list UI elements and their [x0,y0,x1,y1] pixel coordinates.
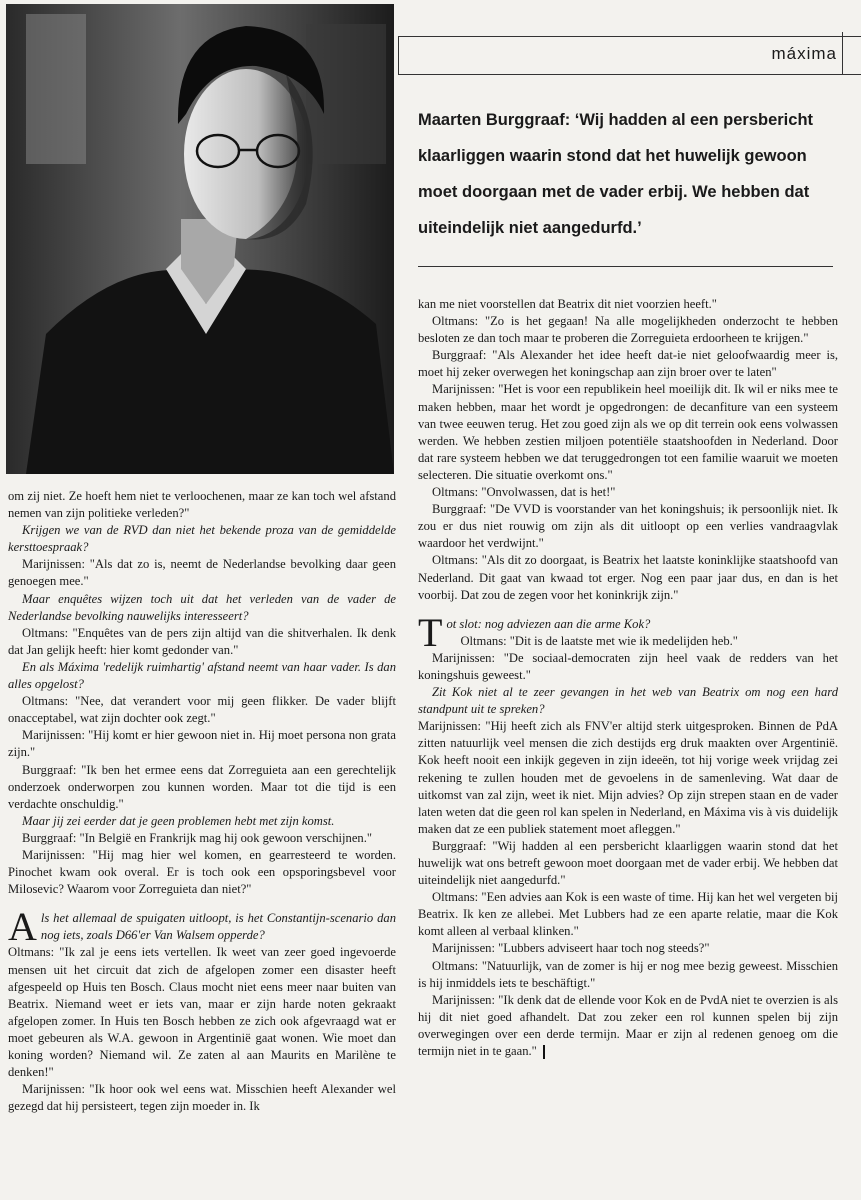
article-paragraph: Oltmans: "Enquêtes van de pers zijn altijd van die shitverhalen. Ik denk dat Jan gelijk heeft: hier komt gedonder van." [8,625,396,657]
header-divider-right [842,32,843,74]
section-header [398,36,861,75]
question-paragraph: Tot slot: nog adviezen aan die arme Kok? [418,609,651,655]
article-paragraph: om zij niet. Ze hoeft hem niet te verloochenen, maar ze kan toch wel afstand nemen van zijn politieke verleden?" [8,489,396,521]
article-paragraph: Oltmans: "Een advies aan Kok is een waste of time. Hij kan het wel vergeten bij Beatrix. Ik ken ze allebei. Met Lubbers had ze een aparte relatie, maar die Kok komt alleen al verbaal klinken." [418,890,838,939]
article-column-left [8,488,396,1115]
article-paragraph: Marijnissen: "Als dat zo is, neemt de Nederlandse bevolking daar geen genoegen mee." [8,557,396,589]
question-paragraph: En als Máxima 'redelijk ruimhartig' afstand neemt van haar vader. Is dan alles opgelost? [8,659,396,692]
article-paragraph: Marijnissen: "Ik hoor ook wel eens wat. Misschien heeft Alexander wel gezegd dat hij persisteert, tegen zijn moeder in. Ik [8,1082,396,1114]
article-paragraph: Marijnissen: "Hij heeft zich als FNV'er altijd sterk uitgesproken. Binnen de PdA zitten natuurlijk veel mensen die zich destijds erg druk maakten over Argentinië. Kok heeft nooit een inkijk gegeven in zijn ideeën, tot hij vorige week vrijdag zei rekening te zullen houden met de gevoelens in de samenleving. Wat daar de uitkomst van zal zijn, weet ik niet. Mijn advies? Op zijn strepen staan en de vader laten weten dat die geen rol kan spelen in Nederland, en Máxima vis à vis duidelijk maken dat ze een publiek statement moet afleggen." [418,719,838,836]
article-paragraph: Marijnissen: "Het is voor een republikein heel moeilijk dit. Ik wil er niks mee te maken hebben, maar het wordt je opgedrongen: de decanfiture van een systeem van twee eeuwen terug. Het zou goed zijn als we op dit terrein ook eens volwassen werden. We hebben zestien miljoen potentiële staatshoofden in Nederland. Door dat rare systeem hebben we dat teruggedrongen tot een familie waaruit we moeten selecteren. Die situatie overkomt ons." [418,382,838,482]
header-divider [398,36,399,74]
article-column-right [418,296,838,1060]
end-mark [543,1045,545,1059]
article-paragraph: Burggraaf: "Als Alexander het idee heeft dat-ie niet geloofwaardig meer is, moet hij zeker overwegen het koningschap aan zijn broer over te laten" [418,348,838,380]
article-paragraph: Oltmans: "Nee, dat verandert voor mij geen flikker. De vader blijft onacceptabel, wat zijn dochter ook zegt." [8,694,396,726]
article-paragraph: Oltmans: "Dit is de laatste met wie ik medelijden heb." [460,633,738,648]
question-paragraph: Maar enquêtes wijzen toch uit dat het verleden van de vader de Nederlandse bevolking nauwelijks interesseert? [8,591,396,623]
question-paragraph: Zit Kok niet al te zeer gevangen in het web van Beatrix om nog een hard standpunt uit te spreken? [418,685,838,717]
article-paragraph: Oltmans: "Ik zal je eens iets vertellen. Ik weet van zeer goed ingevoerde mensen uit het circuit dat zich de afgelopen zomer een disaster heeft afgespeeld op Huis ten Bosch. Claus mocht niet eens meer naar buiten van Beatrix. Niemand weet er iets van, maar er zijn harde noten gekraakt afgelopen zomer. In Huis ten Bosch hebben ze zich ook afgevraagd wat er moet gebeuren als W.A. gewoon in Argentinië gaat wonen. Wie moet dan koning worden? Niemand wil. Ze zaten al aan Maurits en Marilène te denken!" [8,945,396,1080]
pull-quote-rule [418,266,833,267]
article-paragraph: Oltmans: "Zo is het gegaan! Na alle mogelijkheden onderzocht te hebben besloten ze dan toch maar te proberen die Zorreguieta erdoorheen te krijgen." [418,314,838,346]
article-paragraph: Burggraaf: "Wij hadden al een persbericht klaarliggen waarin stond dat het huwelijk wat ons betreft gewoon moet doorgaan met de vader erbij. We hebben dat uiteindelijk niet aangedurfd." [418,838,838,888]
article-paragraph: Burggraaf: "In België en Frankrijk mag hij ook gewoon verschijnen." [22,830,372,845]
portrait-illustration [6,4,394,474]
question-paragraph: Krijgen we van de RVD dan niet het bekende proza van de gemiddelde kersttoespraak? [8,523,396,555]
pull-quote: Maarten Burggraaf: ‘Wij hadden al een persbericht klaarliggen waarin stond dat het huwelijk gewoon moet doorgaan met de vader erbij. We hebben dat uiteindelijk niet aangedurfd.’ [418,111,814,237]
article-paragraph: Marijnissen: "Ik denk dat de ellende voor Kok en de PvdA niet te overzien is als hij dit niet goed afhandelt. Dat zou zeker een rol kunnen spelen bij zijn overwegingen over een derde termijn. Maar er zijn al redenen genoeg om die termijn niet in te gaan." [418,992,838,1059]
article-paragraph: Oltmans: "Onvolwassen, dat is het!" [432,485,616,500]
article-paragraph: Marijnissen: "De sociaal-democraten zijn heel vaak de redders van het koningshuis geweest." [418,650,838,682]
article-paragraph: Burggraaf: "Ik ben het ermee eens dat Zorreguieta aan een gerechtelijk onderzoek onderworpen zou kunnen worden. Maar tot die tijd is een verdachte onschuldig." [8,762,396,811]
section-label: máxima [771,44,837,63]
article-paragraph: Oltmans: "Natuurlijk, van de zomer is hij er nog mee bezig geweest. Misschien is hij inmiddels iets te beschäftigt." [418,958,838,990]
article-paragraph: Marijnissen: "Lubbers adviseert haar toch nog steeds?" [432,941,710,956]
article-paragraph: Marijnissen: "Hij komt er hier gewoon niet in. Hij moet persona non grata zijn." [8,728,396,760]
article-paragraph: Marijnissen: "Hij mag hier wel komen, en gearresteerd te worden. Pinochet kwam ook overal. Er is toch ook een opsporingsbevel voor Milosevic? Waarom voor Zorreguieta dan niet?" [8,847,396,897]
question-paragraph: Als het allemaal de spuigaten uitloopt, is het Constantijn-scenario dan nog iets, zoals D66'er Van Walsem opperde? [8,904,396,950]
question-paragraph: Maar jij zei eerder dat je geen problemen hebt met zijn komst. [22,813,335,828]
article-paragraph: Burggraaf: "De VVD is voorstander van het koningshuis; ik persoonlijk niet. Ik zou er dus niet rouwig om zijn als dit uitloopt op een verlies vandraagvlak waardoor het verdwijnt." [418,502,838,551]
article-paragraph: Oltmans: "Als dit zo doorgaat, is Beatrix het laatste koninklijke staatshoofd van Nederland. Dit gaat van kwaad tot erger. Nog een paar jaar dus, en dan is het voorbij. Dat zou de zegen voor het koninkrijk zijn." [418,553,838,602]
article-paragraph: kan me niet voorstellen dat Beatrix dit niet voorzien heeft." [418,297,717,311]
portrait-photo [6,4,394,474]
